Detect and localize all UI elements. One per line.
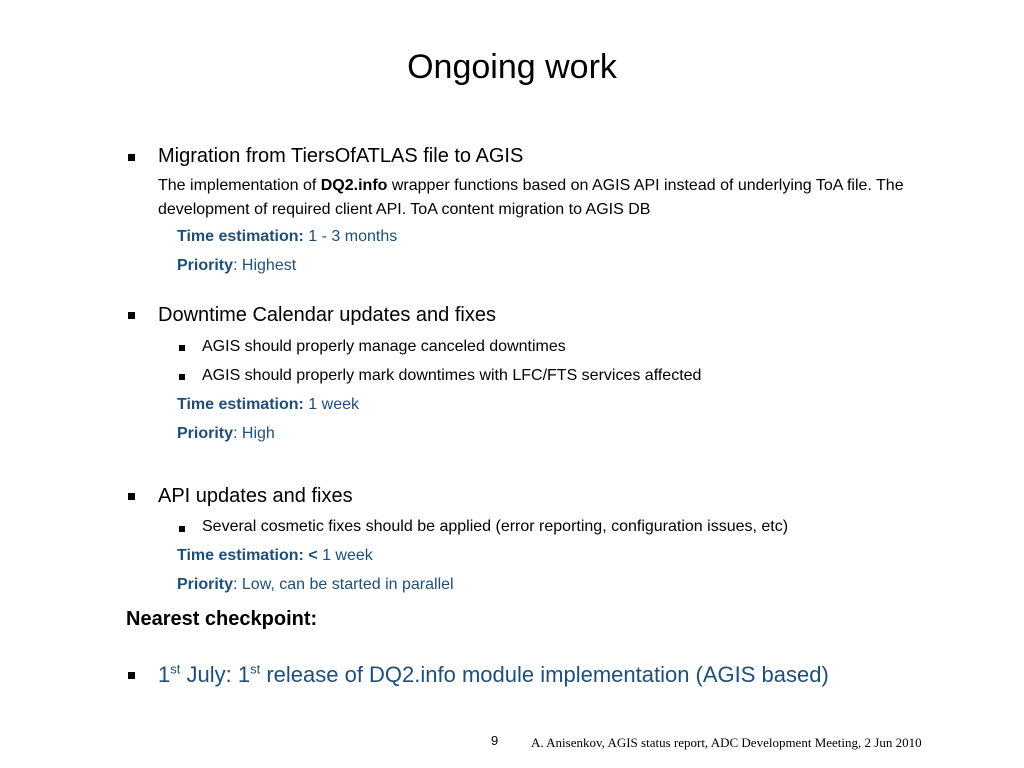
section3-heading: API updates and fixes bbox=[158, 485, 353, 507]
section2-item: AGIS should properly mark downtimes with LFC/FTS services affected bbox=[202, 367, 702, 384]
bullet-square bbox=[179, 374, 185, 380]
section3-priority bbox=[177, 576, 454, 594]
release-num: 1 bbox=[158, 662, 171, 687]
section1-desc-after: wrapper functions based on AGIS API instead of underlying ToA file. The development of required client API. ToA content migration to AGIS DB bbox=[158, 177, 904, 218]
section1-desc-bold: DQ2.info bbox=[320, 177, 388, 194]
priority-label: Priority bbox=[177, 257, 234, 274]
section3-item: Several cosmetic fixes should be applied (error reporting, configuration issues, etc) bbox=[202, 518, 789, 535]
priority-value: : High bbox=[233, 425, 275, 442]
time-value: 1 week bbox=[317, 547, 373, 564]
time-label: Time estimation: bbox=[177, 228, 304, 245]
slide-title: Ongoing work bbox=[407, 48, 617, 86]
release-end: release of DQ2.info module implementation (AGIS based) bbox=[260, 662, 829, 687]
priority-label: Priority bbox=[177, 576, 234, 593]
time-label: Time estimation: bbox=[177, 396, 304, 413]
section2-time bbox=[177, 396, 359, 414]
section1-heading: Migration from TiersOfATLAS file to AGIS bbox=[158, 145, 524, 167]
release-mid: July: 1 bbox=[180, 662, 251, 687]
time-value: 1 week bbox=[303, 396, 359, 413]
section3-time bbox=[177, 547, 373, 565]
section2-heading: Downtime Calendar updates and fixes bbox=[158, 304, 496, 326]
release-sup: st bbox=[170, 661, 181, 677]
bullet-square bbox=[128, 493, 135, 500]
section1-priority bbox=[177, 257, 296, 275]
bullet-square bbox=[179, 526, 185, 532]
bullet-square bbox=[128, 672, 135, 679]
section2-item: AGIS should properly manage canceled downtimes bbox=[202, 338, 566, 355]
section1-description bbox=[158, 174, 948, 222]
bullet-square bbox=[128, 154, 135, 161]
footer-text: A. Anisenkov, AGIS status report, ADC Development Meeting, 2 Jun 2010 bbox=[531, 735, 922, 750]
priority-label: Priority bbox=[177, 425, 234, 442]
priority-value: : Low, can be started in parallel bbox=[233, 576, 454, 593]
time-value: 1 - 3 months bbox=[303, 228, 398, 245]
checkpoint-heading: Nearest checkpoint: bbox=[126, 608, 318, 630]
bullet-square bbox=[128, 312, 135, 319]
time-label: Time estimation: < bbox=[177, 547, 318, 564]
section2-priority bbox=[177, 425, 275, 443]
section1-time bbox=[177, 228, 397, 246]
page-number: 9 bbox=[491, 733, 499, 748]
priority-value: : Highest bbox=[233, 257, 297, 274]
release-sup: st bbox=[250, 661, 261, 677]
checkpoint-release bbox=[158, 662, 829, 688]
section1-desc-before: The implementation of bbox=[158, 177, 321, 194]
bullet-square bbox=[179, 345, 185, 351]
